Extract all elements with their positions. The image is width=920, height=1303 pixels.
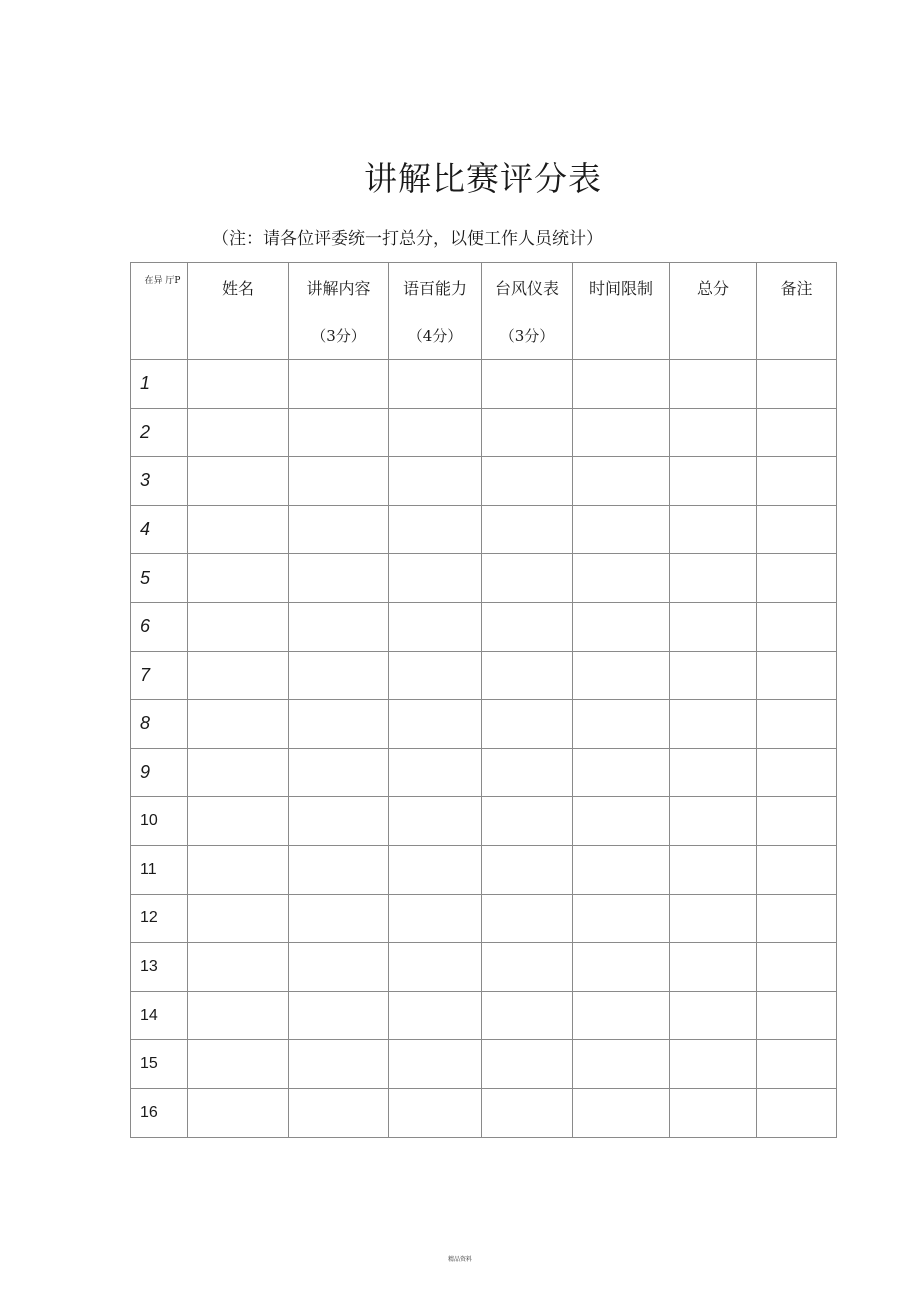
language-score-cell[interactable] (389, 894, 482, 943)
remarks-cell[interactable] (757, 408, 837, 457)
name-cell[interactable] (188, 700, 289, 749)
row-number: 3 (131, 457, 188, 506)
demeanor-score-cell[interactable] (482, 748, 573, 797)
table-row (131, 505, 837, 554)
language-score-cell[interactable] (389, 748, 482, 797)
table-row (131, 748, 837, 797)
row-number: 7 (131, 651, 188, 700)
language-score-cell[interactable] (389, 1088, 482, 1137)
demeanor-score-cell[interactable] (482, 1088, 573, 1137)
remarks-cell[interactable] (757, 651, 837, 700)
total-score-cell[interactable] (670, 505, 757, 554)
header-remarks (757, 263, 837, 360)
total-score-cell[interactable] (670, 554, 757, 603)
header-language (389, 263, 482, 360)
row-number: 1 (131, 360, 188, 409)
time-limit-cell[interactable] (573, 1088, 670, 1137)
header-demeanor-points: （3分） (499, 327, 555, 345)
demeanor-score-cell[interactable] (482, 554, 573, 603)
total-score-cell[interactable] (670, 602, 757, 651)
total-score-cell[interactable] (670, 991, 757, 1040)
demeanor-score-cell[interactable] (482, 360, 573, 409)
content-score-cell[interactable] (289, 797, 389, 846)
language-score-cell[interactable] (389, 360, 482, 409)
name-cell[interactable] (188, 360, 289, 409)
language-score-cell[interactable] (389, 554, 482, 603)
row-number: 16 (131, 1088, 188, 1137)
row-number: 6 (131, 602, 188, 651)
content-score-cell[interactable] (289, 894, 389, 943)
content-score-cell[interactable] (289, 554, 389, 603)
name-cell[interactable] (188, 505, 289, 554)
content-score-cell[interactable] (289, 602, 389, 651)
total-score-cell[interactable] (670, 797, 757, 846)
header-seq (131, 263, 188, 360)
row-number: 13 (131, 943, 188, 992)
total-score-cell[interactable] (670, 943, 757, 992)
row-number: 11 (131, 845, 188, 894)
time-limit-cell[interactable] (573, 505, 670, 554)
footer-label: 精品资料 (447, 1256, 472, 1263)
total-score-cell[interactable] (670, 360, 757, 409)
header-seq-label: 在异 厅P (144, 276, 181, 286)
demeanor-score-cell[interactable] (482, 700, 573, 749)
header-demeanor-label: 台风仪表 (494, 279, 559, 298)
time-limit-cell[interactable] (573, 408, 670, 457)
table-row (131, 457, 837, 506)
name-cell[interactable] (188, 457, 289, 506)
row-number: 15 (131, 1040, 188, 1089)
total-score-cell[interactable] (670, 894, 757, 943)
remarks-cell[interactable] (757, 602, 837, 651)
name-cell[interactable] (188, 1040, 289, 1089)
language-score-cell[interactable] (389, 602, 482, 651)
table-row (131, 1040, 837, 1089)
content-score-cell[interactable] (289, 845, 389, 894)
time-limit-cell[interactable] (573, 360, 670, 409)
demeanor-score-cell[interactable] (482, 602, 573, 651)
time-limit-cell[interactable] (573, 845, 670, 894)
total-score-cell[interactable] (670, 748, 757, 797)
name-cell[interactable] (188, 748, 289, 797)
row-number: 14 (131, 991, 188, 1040)
language-score-cell[interactable] (389, 845, 482, 894)
language-score-cell[interactable] (389, 457, 482, 506)
row-number: 10 (131, 797, 188, 846)
table-row (131, 360, 837, 409)
page-title: 讲解比赛评分表 (364, 159, 602, 198)
header-name-label: 姓名 (221, 279, 254, 298)
table-row (131, 991, 837, 1040)
language-score-cell[interactable] (389, 797, 482, 846)
row-number: 4 (131, 505, 188, 554)
table-row (131, 943, 837, 992)
name-cell[interactable] (188, 797, 289, 846)
language-score-cell[interactable] (389, 700, 482, 749)
demeanor-score-cell[interactable] (482, 1040, 573, 1089)
scoring-note: （注：请各位评委统一打总分，以便工作人员统计） (212, 229, 603, 249)
content-score-cell[interactable] (289, 651, 389, 700)
name-cell[interactable] (188, 602, 289, 651)
time-limit-cell[interactable] (573, 991, 670, 1040)
content-score-cell[interactable] (289, 360, 389, 409)
total-score-cell[interactable] (670, 651, 757, 700)
time-limit-cell[interactable] (573, 700, 670, 749)
language-score-cell[interactable] (389, 651, 482, 700)
language-score-cell[interactable] (389, 943, 482, 992)
language-score-cell[interactable] (389, 505, 482, 554)
table-row (131, 700, 837, 749)
table-row (131, 845, 837, 894)
content-score-cell[interactable] (289, 505, 389, 554)
header-demeanor (482, 263, 573, 360)
demeanor-score-cell[interactable] (482, 457, 573, 506)
remarks-cell[interactable] (757, 360, 837, 409)
demeanor-score-cell[interactable] (482, 894, 573, 943)
time-limit-cell[interactable] (573, 602, 670, 651)
time-limit-cell[interactable] (573, 894, 670, 943)
table-row (131, 408, 837, 457)
total-score-cell[interactable] (670, 845, 757, 894)
score-table (130, 262, 837, 1138)
header-content-label: 讲解内容 (306, 279, 371, 298)
content-score-cell[interactable] (289, 700, 389, 749)
header-remarks-label: 备注 (780, 279, 813, 298)
header-name (188, 263, 289, 360)
header-content (289, 263, 389, 360)
table-row (131, 1088, 837, 1137)
name-cell[interactable] (188, 894, 289, 943)
content-score-cell[interactable] (289, 943, 389, 992)
demeanor-score-cell[interactable] (482, 505, 573, 554)
remarks-cell[interactable] (757, 700, 837, 749)
row-number: 8 (131, 700, 188, 749)
time-limit-cell[interactable] (573, 457, 670, 506)
total-score-cell[interactable] (670, 457, 757, 506)
row-number: 9 (131, 748, 188, 797)
header-row (131, 263, 837, 360)
header-time-limit-label: 时间限制 (588, 279, 653, 298)
name-cell[interactable] (188, 408, 289, 457)
content-score-cell[interactable] (289, 991, 389, 1040)
content-score-cell[interactable] (289, 1088, 389, 1137)
demeanor-score-cell[interactable] (482, 797, 573, 846)
header-time-limit (573, 263, 670, 360)
remarks-cell[interactable] (757, 505, 837, 554)
name-cell[interactable] (188, 991, 289, 1040)
header-language-label: 语百能力 (402, 279, 467, 298)
time-limit-cell[interactable] (573, 797, 670, 846)
name-cell[interactable] (188, 651, 289, 700)
row-number: 2 (131, 408, 188, 457)
header-content-points: （3分） (311, 327, 366, 345)
time-limit-cell[interactable] (573, 554, 670, 603)
remarks-cell[interactable] (757, 1088, 837, 1137)
header-total (670, 263, 757, 360)
demeanor-score-cell[interactable] (482, 651, 573, 700)
table-row (131, 797, 837, 846)
remarks-cell[interactable] (757, 845, 837, 894)
header-language-points: （4分） (407, 327, 463, 345)
name-cell[interactable] (188, 1088, 289, 1137)
total-score-cell[interactable] (670, 700, 757, 749)
table-row (131, 554, 837, 603)
table-row (131, 651, 837, 700)
header-total-label: 总分 (696, 279, 729, 298)
time-limit-cell[interactable] (573, 943, 670, 992)
remarks-cell[interactable] (757, 554, 837, 603)
name-cell[interactable] (188, 845, 289, 894)
language-score-cell[interactable] (389, 408, 482, 457)
row-number: 5 (131, 554, 188, 603)
total-score-cell[interactable] (670, 408, 757, 457)
table-row (131, 894, 837, 943)
content-score-cell[interactable] (289, 408, 389, 457)
remarks-cell[interactable] (757, 943, 837, 992)
total-score-cell[interactable] (670, 1088, 757, 1137)
content-score-cell[interactable] (289, 748, 389, 797)
demeanor-score-cell[interactable] (482, 991, 573, 1040)
remarks-cell[interactable] (757, 797, 837, 846)
time-limit-cell[interactable] (573, 1040, 670, 1089)
demeanor-score-cell[interactable] (482, 408, 573, 457)
content-score-cell[interactable] (289, 457, 389, 506)
table-row (131, 602, 837, 651)
remarks-cell[interactable] (757, 1040, 837, 1089)
name-cell[interactable] (188, 554, 289, 603)
remarks-cell[interactable] (757, 991, 837, 1040)
total-score-cell[interactable] (670, 1040, 757, 1089)
language-score-cell[interactable] (389, 991, 482, 1040)
language-score-cell[interactable] (389, 1040, 482, 1089)
demeanor-score-cell[interactable] (482, 845, 573, 894)
remarks-cell[interactable] (757, 748, 837, 797)
remarks-cell[interactable] (757, 894, 837, 943)
name-cell[interactable] (188, 943, 289, 992)
remarks-cell[interactable] (757, 457, 837, 506)
demeanor-score-cell[interactable] (482, 943, 573, 992)
row-number: 12 (131, 894, 188, 943)
time-limit-cell[interactable] (573, 748, 670, 797)
time-limit-cell[interactable] (573, 651, 670, 700)
content-score-cell[interactable] (289, 1040, 389, 1089)
